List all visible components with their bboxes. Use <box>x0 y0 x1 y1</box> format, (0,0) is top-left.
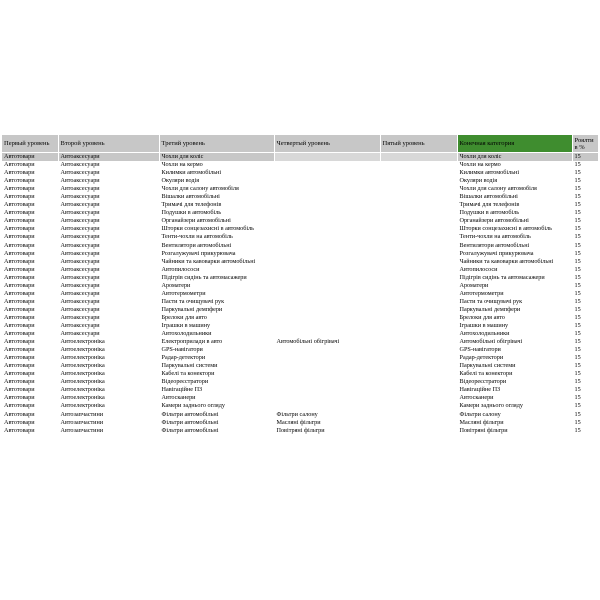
table-row[interactable] <box>2 306 598 314</box>
cell-final-category[interactable]: Камери заднього огляду <box>457 402 572 410</box>
table-row[interactable] <box>2 266 598 274</box>
cell-level-4[interactable] <box>274 402 380 410</box>
cell-level-5[interactable] <box>380 185 457 193</box>
cell-level-1[interactable]: Автотовари <box>2 298 58 306</box>
cell-level-1[interactable]: Автотовари <box>2 370 58 378</box>
cell-royalty[interactable]: 15 <box>572 362 598 370</box>
cell-level-1[interactable]: Автотовари <box>2 282 58 290</box>
cell-final-category[interactable]: Іграшки в машину <box>457 322 572 330</box>
cell-royalty[interactable]: 15 <box>572 314 598 322</box>
cell-level-2[interactable]: Автоаксесуари <box>58 177 159 185</box>
header-level-4[interactable]: Четвертый уровень <box>274 135 380 153</box>
cell-royalty[interactable]: 15 <box>572 185 598 193</box>
cell-final-category[interactable]: Чохли для коліс <box>457 153 572 162</box>
cell-level-2[interactable]: Автоаксесуари <box>58 322 159 330</box>
cell-level-3[interactable]: Іграшки в машину <box>159 322 274 330</box>
cell-level-2[interactable]: Автоаксесуари <box>58 217 159 225</box>
cell-level-3[interactable]: Ароматери <box>159 282 274 290</box>
cell-level-2[interactable]: Автоелектроніка <box>58 370 159 378</box>
cell-level-3[interactable]: Чайники та кавоварки автомобільні <box>159 258 274 266</box>
cell-level-5[interactable] <box>380 298 457 306</box>
cell-level-4[interactable] <box>274 322 380 330</box>
cell-level-4[interactable] <box>274 250 380 258</box>
cell-level-1[interactable]: Автотовари <box>2 209 58 217</box>
table-row[interactable] <box>2 427 598 435</box>
cell-level-5[interactable] <box>380 362 457 370</box>
cell-level-3[interactable]: Брелоки для авто <box>159 314 274 322</box>
cell-final-category[interactable]: Чайники та кавоварки автомобільні <box>457 258 572 266</box>
cell-level-5[interactable] <box>380 419 457 427</box>
cell-level-3[interactable]: Відеореєстратори <box>159 378 274 386</box>
cell-final-category[interactable]: Пасти та очищувачі рук <box>457 298 572 306</box>
cell-level-3[interactable]: Пасти та очищувачі рук <box>159 298 274 306</box>
cell-level-2[interactable]: Автоаксесуари <box>58 209 159 217</box>
cell-level-4[interactable] <box>274 217 380 225</box>
cell-level-3[interactable]: Чохли на кермо <box>159 161 274 169</box>
cell-final-category[interactable]: Шторки сонцезахисні в автомобіль <box>457 225 572 233</box>
cell-level-5[interactable] <box>380 266 457 274</box>
cell-level-5[interactable] <box>380 402 457 410</box>
cell-level-4[interactable] <box>274 282 380 290</box>
cell-royalty[interactable]: 15 <box>572 242 598 250</box>
cell-level-5[interactable] <box>380 378 457 386</box>
table-row[interactable] <box>2 185 598 193</box>
cell-level-5[interactable] <box>380 386 457 394</box>
cell-final-category[interactable]: Автохолодильники <box>457 330 572 338</box>
cell-level-2[interactable]: Автозапчастини <box>58 427 159 435</box>
cell-level-2[interactable]: Автоаксесуари <box>58 314 159 322</box>
cell-level-1[interactable]: Автотовари <box>2 185 58 193</box>
cell-level-2[interactable]: Автоаксесуари <box>58 298 159 306</box>
cell-level-3[interactable]: Тенти-чохли на автомобіль <box>159 233 274 241</box>
cell-level-4[interactable] <box>274 394 380 402</box>
table-row[interactable] <box>2 201 598 209</box>
cell-level-2[interactable]: Автоаксесуари <box>58 225 159 233</box>
cell-final-category[interactable]: Брелоки для авто <box>457 314 572 322</box>
cell-royalty[interactable]: 15 <box>572 338 598 346</box>
cell-level-1[interactable]: Автотовари <box>2 290 58 298</box>
cell-level-4[interactable] <box>274 274 380 282</box>
cell-final-category[interactable]: Підігрів сидінь та автомасажери <box>457 274 572 282</box>
cell-level-4[interactable] <box>274 177 380 185</box>
cell-level-1[interactable]: Автотовари <box>2 411 58 419</box>
table-row[interactable] <box>2 209 598 217</box>
cell-level-2[interactable]: Автоаксесуари <box>58 274 159 282</box>
cell-royalty[interactable]: 15 <box>572 250 598 258</box>
cell-royalty[interactable]: 15 <box>572 282 598 290</box>
cell-royalty[interactable]: 15 <box>572 402 598 410</box>
table-row[interactable] <box>2 242 598 250</box>
cell-level-3[interactable]: Чохли для салону автомобіля <box>159 185 274 193</box>
cell-final-category[interactable]: Подушки в автомобіль <box>457 209 572 217</box>
cell-level-4[interactable] <box>274 161 380 169</box>
cell-level-1[interactable]: Автотовари <box>2 242 58 250</box>
cell-royalty[interactable]: 15 <box>572 209 598 217</box>
cell-level-1[interactable]: Автотовари <box>2 266 58 274</box>
cell-royalty[interactable]: 15 <box>572 322 598 330</box>
cell-final-category[interactable]: Фільтри салону <box>457 411 572 419</box>
cell-level-1[interactable]: Автотовари <box>2 233 58 241</box>
cell-royalty[interactable]: 15 <box>572 386 598 394</box>
cell-level-2[interactable]: Автоаксесуари <box>58 282 159 290</box>
cell-royalty[interactable]: 15 <box>572 411 598 419</box>
cell-final-category[interactable]: Вішалки автомобільні <box>457 193 572 201</box>
cell-level-3[interactable]: GPS-навігатори <box>159 346 274 354</box>
cell-final-category[interactable]: Автотермометри <box>457 290 572 298</box>
cell-level-4[interactable] <box>274 346 380 354</box>
cell-level-5[interactable] <box>380 394 457 402</box>
cell-level-1[interactable]: Автотовари <box>2 201 58 209</box>
cell-level-4[interactable] <box>274 258 380 266</box>
table-row[interactable] <box>2 362 598 370</box>
cell-level-1[interactable]: Автотовари <box>2 378 58 386</box>
table-row[interactable] <box>2 169 598 177</box>
cell-level-3[interactable]: Автосканери <box>159 394 274 402</box>
cell-level-2[interactable]: Автоаксесуари <box>58 169 159 177</box>
cell-level-3[interactable]: Фільтри автомобільні <box>159 411 274 419</box>
cell-level-2[interactable]: Автоелектроніка <box>58 362 159 370</box>
cell-level-2[interactable]: Автоелектроніка <box>58 402 159 410</box>
cell-level-4[interactable] <box>274 330 380 338</box>
cell-level-3[interactable]: Органайзери автомобільні <box>159 217 274 225</box>
table-body <box>2 153 598 435</box>
cell-level-1[interactable]: Автотовари <box>2 338 58 346</box>
table-row[interactable] <box>2 282 598 290</box>
cell-level-3[interactable]: Розгалужувачі прикурювача <box>159 250 274 258</box>
cell-level-2[interactable]: Автоаксесуари <box>58 330 159 338</box>
header-level-1[interactable]: Первый уровень <box>2 135 58 153</box>
table-row[interactable] <box>2 225 598 233</box>
cell-final-category[interactable]: Кабелі та конектори <box>457 370 572 378</box>
cell-level-2[interactable]: Автозапчастини <box>58 411 159 419</box>
cell-final-category[interactable]: Паркувальні демпфери <box>457 306 572 314</box>
cell-level-3[interactable]: Чохли для коліс <box>159 153 274 162</box>
cell-level-2[interactable]: Автоаксесуари <box>58 185 159 193</box>
table-row[interactable] <box>2 177 598 185</box>
cell-final-category[interactable]: Автопилососи <box>457 266 572 274</box>
cell-level-1[interactable]: Автотовари <box>2 225 58 233</box>
table-row[interactable] <box>2 346 598 354</box>
cell-royalty[interactable]: 15 <box>572 266 598 274</box>
cell-final-category[interactable]: Розгалужувачі прикурювача <box>457 250 572 258</box>
cell-level-3[interactable]: Паркувальні системи <box>159 362 274 370</box>
cell-level-3[interactable]: Тримачі для телефонів <box>159 201 274 209</box>
cell-level-4[interactable]: Фільтри салону <box>274 411 380 419</box>
cell-level-3[interactable]: Автохолодильники <box>159 330 274 338</box>
cell-royalty[interactable]: 15 <box>572 370 598 378</box>
cell-royalty[interactable]: 15 <box>572 233 598 241</box>
cell-level-1[interactable]: Автотовари <box>2 161 58 169</box>
table-row[interactable] <box>2 153 598 162</box>
cell-level-4[interactable]: Повітряні фільтри <box>274 427 380 435</box>
cell-level-4[interactable] <box>274 386 380 394</box>
table-row[interactable] <box>2 354 598 362</box>
cell-royalty[interactable]: 15 <box>572 201 598 209</box>
table-row[interactable] <box>2 378 598 386</box>
cell-level-3[interactable]: Килимки автомобільні <box>159 169 274 177</box>
cell-level-3[interactable]: Підігрів сидінь та автомасажери <box>159 274 274 282</box>
table-row[interactable] <box>2 314 598 322</box>
cell-final-category[interactable]: Автомобільні обігрівачі <box>457 338 572 346</box>
cell-level-5[interactable] <box>380 242 457 250</box>
table-row[interactable] <box>2 394 598 402</box>
cell-level-3[interactable]: Вішалки автомобільні <box>159 193 274 201</box>
cell-level-3[interactable]: Радар-детектори <box>159 354 274 362</box>
cell-final-category[interactable]: Вентилятори автомобільні <box>457 242 572 250</box>
cell-level-1[interactable]: Автотовари <box>2 314 58 322</box>
cell-level-2[interactable]: Автоаксесуари <box>58 153 159 162</box>
cell-level-5[interactable] <box>380 250 457 258</box>
table-row[interactable] <box>2 419 598 427</box>
cell-level-2[interactable]: Автоелектроніка <box>58 394 159 402</box>
cell-level-5[interactable] <box>380 322 457 330</box>
cell-level-3[interactable]: Окуляри водія <box>159 177 274 185</box>
cell-final-category[interactable]: Паркувальні системи <box>457 362 572 370</box>
cell-royalty[interactable]: 15 <box>572 274 598 282</box>
table-row[interactable] <box>2 161 598 169</box>
cell-level-5[interactable] <box>380 314 457 322</box>
cell-level-2[interactable]: Автоаксесуари <box>58 266 159 274</box>
cell-final-category[interactable]: Тенти-чохли на автомобіль <box>457 233 572 241</box>
cell-level-5[interactable] <box>380 193 457 201</box>
cell-level-2[interactable]: Автоаксесуари <box>58 233 159 241</box>
cell-level-1[interactable]: Автотовари <box>2 258 58 266</box>
cell-level-1[interactable]: Автотовари <box>2 306 58 314</box>
cell-final-category[interactable]: Органайзери автомобільні <box>457 217 572 225</box>
cell-level-4[interactable] <box>274 370 380 378</box>
cell-level-5[interactable] <box>380 153 457 162</box>
cell-royalty[interactable]: 15 <box>572 153 598 162</box>
header-final-category[interactable]: Конечная категория <box>457 135 572 153</box>
cell-final-category[interactable]: Ароматери <box>457 282 572 290</box>
cell-level-5[interactable] <box>380 411 457 419</box>
cell-final-category[interactable]: Окуляри водія <box>457 177 572 185</box>
cell-level-5[interactable] <box>380 209 457 217</box>
table-row[interactable] <box>2 386 598 394</box>
cell-level-4[interactable] <box>274 169 380 177</box>
cell-level-5[interactable] <box>380 346 457 354</box>
cell-level-4[interactable] <box>274 193 380 201</box>
cell-level-4[interactable] <box>274 209 380 217</box>
cell-level-1[interactable]: Автотовари <box>2 386 58 394</box>
cell-level-2[interactable]: Автоаксесуари <box>58 250 159 258</box>
cell-level-1[interactable]: Автотовари <box>2 250 58 258</box>
category-sheet <box>2 135 598 435</box>
cell-level-2[interactable]: Автоаксесуари <box>58 193 159 201</box>
cell-level-5[interactable] <box>380 233 457 241</box>
cell-level-1[interactable]: Автотовари <box>2 177 58 185</box>
category-table <box>2 135 599 435</box>
cell-level-4[interactable] <box>274 201 380 209</box>
cell-level-4[interactable] <box>274 225 380 233</box>
cell-level-5[interactable] <box>380 290 457 298</box>
cell-level-4[interactable] <box>274 314 380 322</box>
cell-level-3[interactable]: Подушки в автомобіль <box>159 209 274 217</box>
cell-level-5[interactable] <box>380 338 457 346</box>
cell-level-4[interactable] <box>274 354 380 362</box>
cell-level-4[interactable] <box>274 378 380 386</box>
cell-royalty[interactable]: 15 <box>572 346 598 354</box>
cell-final-category[interactable]: Масляні фільтри <box>457 419 572 427</box>
cell-royalty[interactable]: 15 <box>572 427 598 435</box>
cell-level-5[interactable] <box>380 282 457 290</box>
cell-level-1[interactable]: Автотовари <box>2 274 58 282</box>
cell-royalty[interactable]: 15 <box>572 354 598 362</box>
cell-level-1[interactable]: Автотовари <box>2 354 58 362</box>
header-row <box>2 135 598 153</box>
cell-level-3[interactable]: Фільтри автомобільні <box>159 427 274 435</box>
cell-level-4[interactable] <box>274 185 380 193</box>
header-level-3[interactable]: Третий уровень <box>159 135 274 153</box>
cell-level-5[interactable] <box>380 225 457 233</box>
cell-level-2[interactable]: Автозапчастини <box>58 419 159 427</box>
table-row[interactable] <box>2 258 598 266</box>
cell-final-category[interactable]: Автосканери <box>457 394 572 402</box>
cell-level-2[interactable]: Автоелектроніка <box>58 354 159 362</box>
cell-level-5[interactable] <box>380 274 457 282</box>
table-row[interactable] <box>2 402 598 410</box>
table-row[interactable] <box>2 370 598 378</box>
cell-final-category[interactable]: Чохли на кермо <box>457 161 572 169</box>
table-row[interactable] <box>2 193 598 201</box>
cell-royalty[interactable]: 15 <box>572 378 598 386</box>
cell-level-1[interactable]: Автотовари <box>2 322 58 330</box>
cell-level-2[interactable]: Автоелектроніка <box>58 386 159 394</box>
cell-level-1[interactable]: Автотовари <box>2 419 58 427</box>
cell-royalty[interactable]: 15 <box>572 258 598 266</box>
cell-level-1[interactable]: Автотовари <box>2 217 58 225</box>
cell-level-1[interactable]: Автотовари <box>2 402 58 410</box>
cell-royalty[interactable]: 15 <box>572 225 598 233</box>
cell-level-3[interactable]: Навігаційне ПЗ <box>159 386 274 394</box>
cell-level-5[interactable] <box>380 161 457 169</box>
cell-level-2[interactable]: Автоаксесуари <box>58 258 159 266</box>
cell-royalty[interactable]: 15 <box>572 169 598 177</box>
cell-level-3[interactable]: Кабелі та конектори <box>159 370 274 378</box>
header-royalty[interactable]: Роялти в % <box>572 135 598 153</box>
table-row[interactable] <box>2 338 598 346</box>
table-row[interactable] <box>2 322 598 330</box>
cell-level-1[interactable]: Автотовари <box>2 330 58 338</box>
header-level-5[interactable]: Пятый уровень <box>380 135 457 153</box>
cell-final-category[interactable]: Навігаційне ПЗ <box>457 386 572 394</box>
cell-level-3[interactable]: Автотермометри <box>159 290 274 298</box>
cell-royalty[interactable]: 15 <box>572 330 598 338</box>
cell-level-5[interactable] <box>380 330 457 338</box>
cell-level-5[interactable] <box>380 201 457 209</box>
table-row[interactable] <box>2 330 598 338</box>
cell-final-category[interactable]: Чохли для салону автомобіля <box>457 185 572 193</box>
cell-level-4[interactable]: Автомобільні обігрівачі <box>274 338 380 346</box>
cell-level-5[interactable] <box>380 169 457 177</box>
cell-final-category[interactable]: Повітряні фільтри <box>457 427 572 435</box>
cell-level-2[interactable]: Автоаксесуари <box>58 306 159 314</box>
table-row[interactable] <box>2 217 598 225</box>
table-row[interactable] <box>2 233 598 241</box>
header-level-2[interactable]: Второй уровень <box>58 135 159 153</box>
cell-level-2[interactable]: Автоаксесуари <box>58 290 159 298</box>
cell-level-5[interactable] <box>380 427 457 435</box>
cell-royalty[interactable]: 15 <box>572 177 598 185</box>
cell-level-2[interactable]: Автоелектроніка <box>58 378 159 386</box>
cell-level-1[interactable]: Автотовари <box>2 346 58 354</box>
cell-level-5[interactable] <box>380 354 457 362</box>
cell-level-1[interactable]: Автотовари <box>2 153 58 162</box>
cell-royalty[interactable]: 15 <box>572 193 598 201</box>
cell-level-3[interactable]: Шторки сонцезахисні в автомобіль <box>159 225 274 233</box>
table-row[interactable] <box>2 298 598 306</box>
cell-royalty[interactable]: 15 <box>572 419 598 427</box>
cell-level-3[interactable]: Вентилятори автомобільні <box>159 242 274 250</box>
cell-level-5[interactable] <box>380 217 457 225</box>
cell-level-1[interactable]: Автотовари <box>2 193 58 201</box>
cell-level-2[interactable]: Автоелектроніка <box>58 346 159 354</box>
cell-level-3[interactable]: Фільтри автомобільні <box>159 419 274 427</box>
cell-royalty[interactable]: 15 <box>572 217 598 225</box>
cell-level-4[interactable]: Масляні фільтри <box>274 419 380 427</box>
cell-royalty[interactable]: 15 <box>572 290 598 298</box>
cell-level-4[interactable] <box>274 362 380 370</box>
cell-level-3[interactable]: Паркувальні демпфери <box>159 306 274 314</box>
table-row[interactable] <box>2 290 598 298</box>
cell-level-5[interactable] <box>380 306 457 314</box>
cell-level-1[interactable]: Автотовари <box>2 394 58 402</box>
cell-final-category[interactable]: Тримачі для телефонів <box>457 201 572 209</box>
cell-level-1[interactable]: Автотовари <box>2 427 58 435</box>
cell-level-1[interactable]: Автотовари <box>2 169 58 177</box>
cell-final-category[interactable]: GPS-навігатори <box>457 346 572 354</box>
cell-level-5[interactable] <box>380 177 457 185</box>
cell-level-4[interactable] <box>274 298 380 306</box>
cell-level-4[interactable] <box>274 266 380 274</box>
cell-level-4[interactable] <box>274 153 380 162</box>
cell-level-2[interactable]: Автоаксесуари <box>58 161 159 169</box>
table-row[interactable] <box>2 274 598 282</box>
cell-level-4[interactable] <box>274 242 380 250</box>
cell-level-3[interactable]: Автопилососи <box>159 266 274 274</box>
cell-level-4[interactable] <box>274 290 380 298</box>
cell-final-category[interactable]: Килимки автомобільні <box>457 169 572 177</box>
cell-royalty[interactable]: 15 <box>572 306 598 314</box>
cell-level-3[interactable]: Електроприлади в авто <box>159 338 274 346</box>
cell-level-5[interactable] <box>380 370 457 378</box>
cell-royalty[interactable]: 15 <box>572 394 598 402</box>
cell-level-3[interactable]: Камери заднього огляду <box>159 402 274 410</box>
cell-level-2[interactable]: Автоаксесуари <box>58 242 159 250</box>
cell-final-category[interactable]: Радар-детектори <box>457 354 572 362</box>
cell-royalty[interactable]: 15 <box>572 161 598 169</box>
cell-level-2[interactable]: Автоаксесуари <box>58 201 159 209</box>
cell-level-4[interactable] <box>274 233 380 241</box>
table-row[interactable] <box>2 411 598 419</box>
cell-level-5[interactable] <box>380 258 457 266</box>
table-row[interactable] <box>2 250 598 258</box>
cell-level-1[interactable]: Автотовари <box>2 362 58 370</box>
cell-royalty[interactable]: 15 <box>572 298 598 306</box>
cell-final-category[interactable]: Відеореєстратори <box>457 378 572 386</box>
cell-level-4[interactable] <box>274 306 380 314</box>
cell-level-2[interactable]: Автоелектроніка <box>58 338 159 346</box>
